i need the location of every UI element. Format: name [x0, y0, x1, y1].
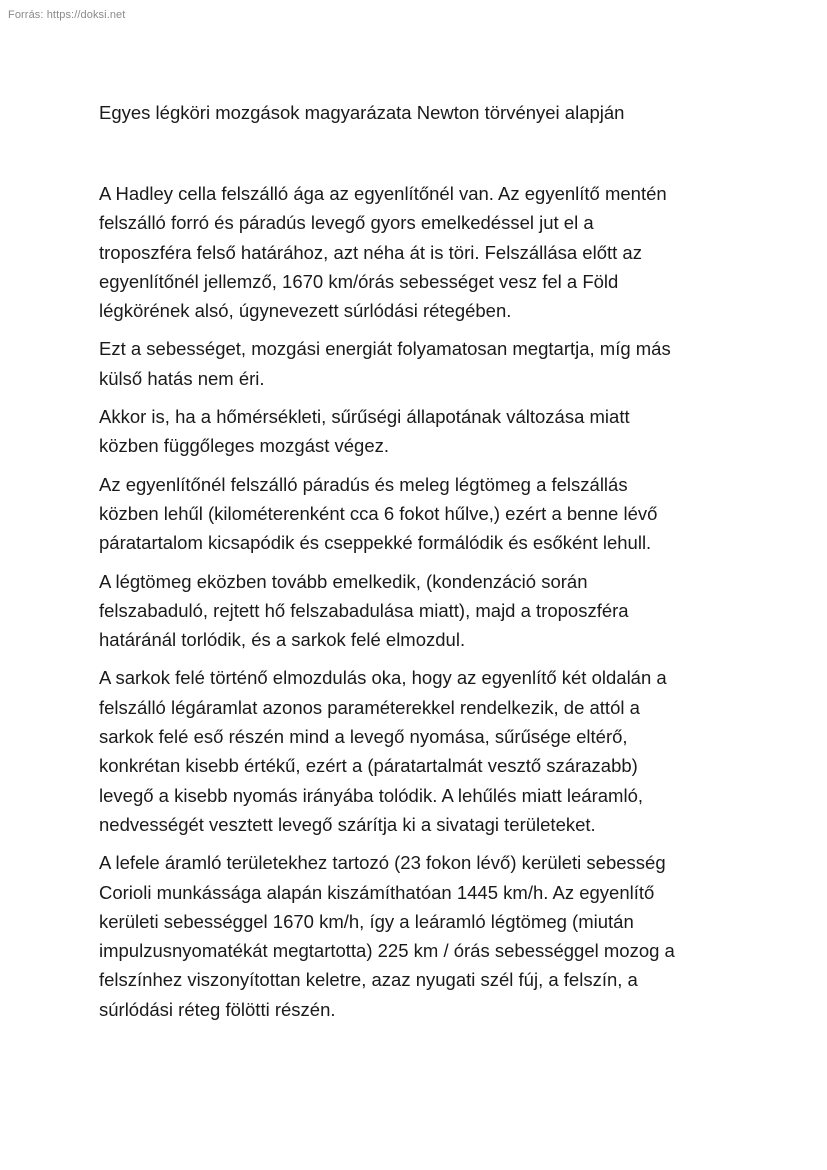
paragraph-kinetic-energy: Ezt a sebességet, mozgási energiát folyamatosan megtartja, míg más külső hatás nem éri. — [99, 338, 671, 389]
paragraph-poleward-shift: A sarkok felé történő elmozdulás oka, hogy az egyenlítő két oldalán a felszálló légáramlat azonos paraméterekkel rendelkezik, de attól a sarkok felé eső részén mind a levegő nyomása, sűrűsége eltérő, konkrétan kisebb értékű, ezért a (páratartalmát vesztő szárazabb) levegő a kisebb nyomás irányába tolódik. A lehűlés miatt leáramló, nedvességét vesztett levegő szárítja ki a sivatagi területeket. — [99, 667, 667, 835]
document-title: Egyes légköri mozgások magyarázata Newton törvényei alapján — [99, 102, 625, 123]
document-page — [99, 99, 739, 1033]
paragraph-cooling: Az egyenlítőnél felszálló páradús és meleg légtömeg a felszállás közben lehűl (kilométerenként cca 6 fokot hűlve,) ezért a benne lévő páratartalom kicsapódik és cseppekké formálódik és esőként lehull. — [99, 473, 658, 554]
source-note: Forrás: https://doksi.net — [8, 9, 126, 21]
paragraph-vertical-motion: Akkor is, ha a hőmérsékleti, sűrűségi állapotának változása miatt közben függőleges mozgást végez. — [99, 406, 630, 457]
paragraph-hadley-cell: A Hadley cella felszálló ága az egyenlítőnél van. Az egyenlítő mentén felszálló forró és páradús levegő gyors emelkedéssel jut el a troposzféra felső határához, azt néha át is töri. Felszállása előtt az egyenlítőnél jellemző, 1670 km/órás sebességet vesz fel a Föld légkörének alsó, úgynevezett súrlódási rétegében. — [99, 183, 667, 322]
paragraph-condensation: A légtömeg eközben tovább emelkedik, (kondenzáció során felszabaduló, rejtett hő felszabadulása miatt), majd a troposzféra határánál torlódik, és a sarkok felé elmozdul. — [99, 570, 629, 651]
paragraph-coriolis: A lefele áramló területekhez tartozó (23 fokon lévő) kerületi sebesség Corioli munkássága alapán kiszámíthatóan 1445 km/h. Az egyenlítő kerületi sebességgel 1670 km/h, így a leáramló légtömeg (miután impulzusnyomatékát megtartotta) 225 km / órás sebességgel mozog a felszínhez viszonyítottan keletre, azaz nyugati szél fúj, a felszín, a súrlódási réteg fölötti részén. — [99, 852, 675, 1020]
